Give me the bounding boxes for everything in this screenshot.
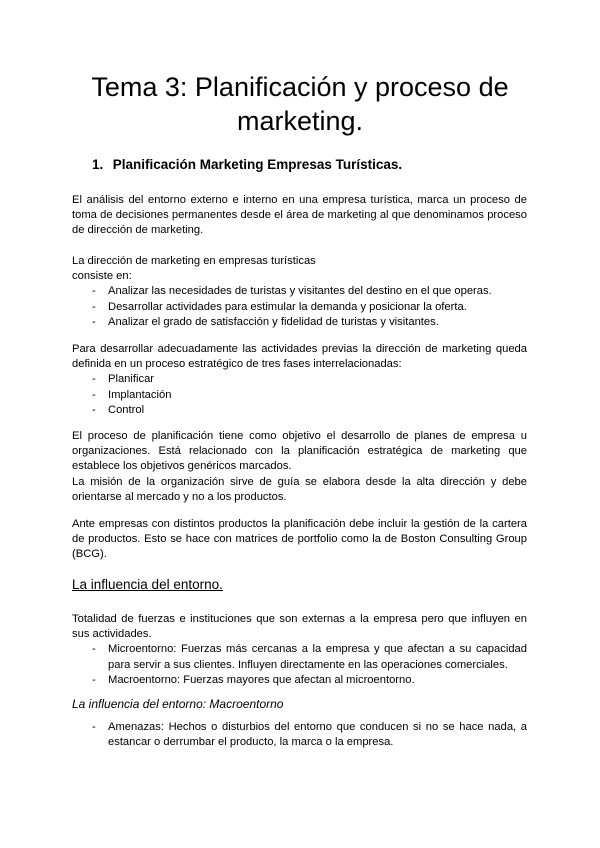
list-item: - Desarrollar actividades para estimular la demanda y posicionar la oferta. <box>72 300 527 315</box>
dash-bullet-icon: - <box>92 673 96 686</box>
paragraph-text: Totalidad de fuerzas e instituciones que son externas a la empresa pero que influyen en sus actividades. <box>72 613 527 641</box>
list-macro <box>72 720 527 750</box>
paragraph-environment <box>72 612 527 688</box>
list-item: - Microentorno: Fuerzas más cercanas a la empresa y que afectan a su capacidad para servir a sus clientes. Influyen directamente en las operaciones comerciales. <box>92 643 527 671</box>
list-item: - Analizar las necesidades de turistas y visitantes del destino en el que operas. <box>72 284 527 299</box>
dash-bullet-icon: - <box>92 721 96 733</box>
dash-bullet-icon: - <box>92 643 96 656</box>
paragraph-intro: El análisis del entorno externo e interno en una empresa turística, marca un proceso de toma de decisiones permanentes desde el área de marketing al que denominamos proceso de dirección de marketing. <box>72 194 527 237</box>
section-heading-2: La influencia del entorno. <box>72 577 223 592</box>
section-number: 1. <box>92 157 104 172</box>
paragraph-planning <box>72 429 527 505</box>
paragraph-direction <box>72 254 527 330</box>
section-heading-text: Planificación Marketing Empresas Turísticas. <box>112 157 403 172</box>
dash-bullet-icon: - <box>92 300 96 313</box>
dash-bullet-icon: - <box>92 315 96 328</box>
list-item: - Amenazas: Hechos o disturbios del entorno que conducen si no se hace nada, a estancar o derrumbar el producto, la marca o la empresa. <box>92 721 527 749</box>
list-item: - Implantación <box>72 388 527 403</box>
paragraph-phases <box>72 342 527 418</box>
paragraph-text: El proceso de planificación tiene como objetivo el desarrollo de planes de empresa u organizaciones. Está relacionado con la planificación estratégica de marketing que establece los objetivos genéricos marcados. <box>72 430 527 473</box>
list-macro-block <box>72 720 527 750</box>
list-direction-tasks <box>72 284 527 330</box>
list-item: - Macroentorno: Fuerzas mayores que afectan al microentorno. <box>72 673 527 688</box>
paragraph-text: Para desarrollar adecuadamente las actividades previas la dirección de marketing queda definida en un proceso estratégico de tres fases interrelacionadas: <box>72 343 527 371</box>
list-phases <box>72 372 527 418</box>
list-item: - Planificar <box>72 372 527 387</box>
dash-bullet-icon: - <box>92 373 96 386</box>
list-environment <box>72 642 527 688</box>
document-title: Tema 3: Planificación y proceso de marketing. <box>91 72 509 136</box>
paragraph-text: La misión de la organización sirve de guía se elabora desde la alta dirección y debe orientarse al mercado y no a los productos. <box>72 475 527 503</box>
dash-bullet-icon: - <box>92 403 96 416</box>
dash-bullet-icon: - <box>92 388 96 401</box>
section-heading-1 <box>92 157 402 172</box>
section-heading-3: La influencia del entorno: Macroentorno <box>72 697 284 711</box>
list-item: - Control <box>72 403 527 418</box>
list-item: - Analizar el grado de satisfacción y fidelidad de turistas y visitantes. <box>72 315 527 330</box>
paragraph-portfolio: Ante empresas con distintos productos la planificación debe incluir la gestión de la cartera de productos. Esto se hace con matrices de portfolio como la de Boston Consulting Group (BCG). <box>72 518 527 561</box>
paragraph-line: La dirección de marketing en empresas turísticas <box>72 255 316 267</box>
paragraph-line: consiste en: <box>72 270 132 283</box>
dash-bullet-icon: - <box>92 285 96 298</box>
